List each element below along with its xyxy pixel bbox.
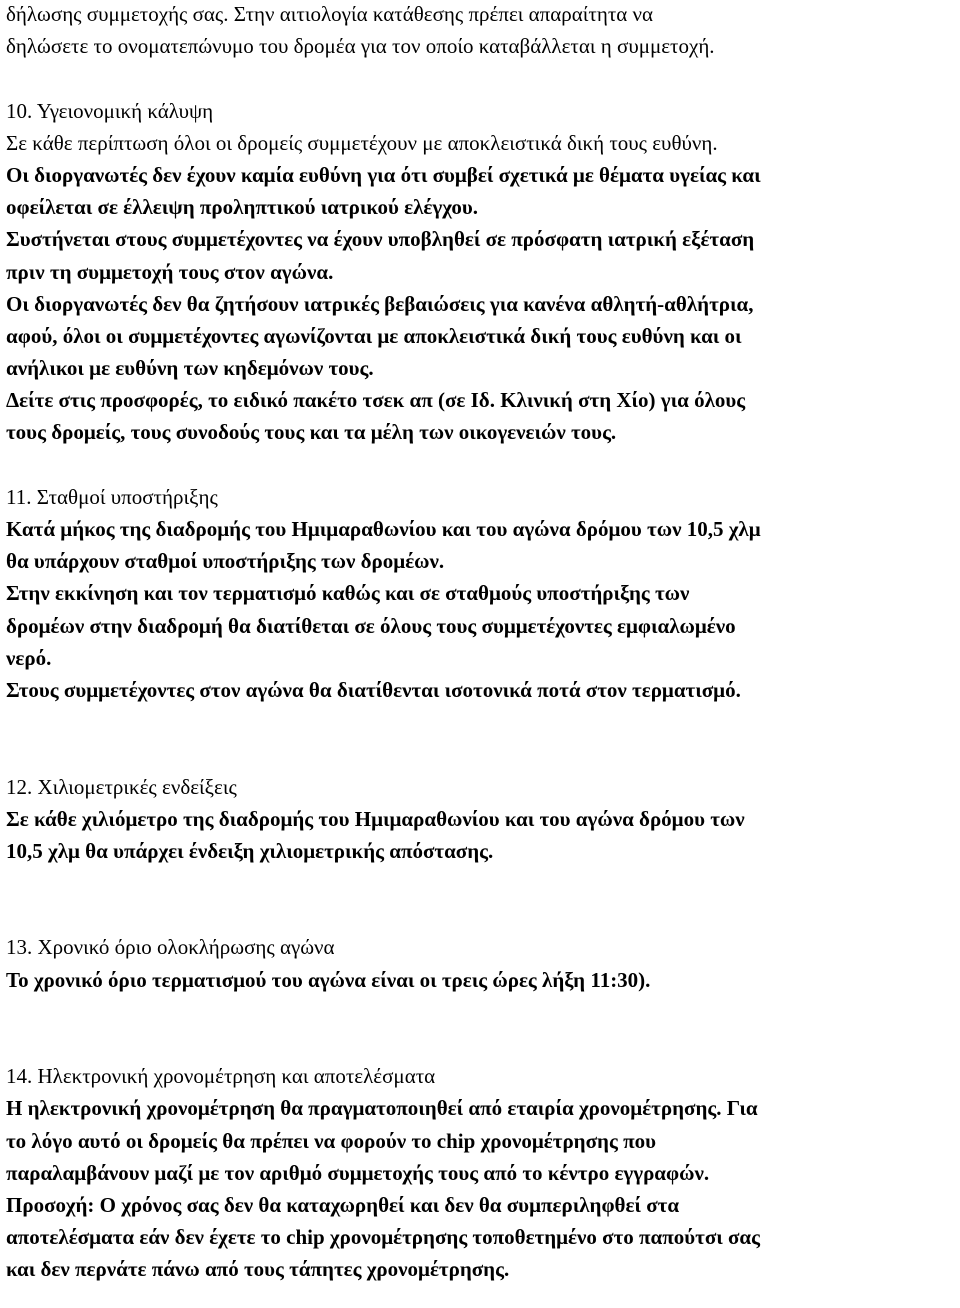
section-heading: 10. Υγειονομική κάλυψη bbox=[6, 98, 214, 123]
paragraph-line: οφείλεται σε έλλειψη προληπτικού ιατρικού ελέγχου. bbox=[6, 195, 478, 220]
spacer bbox=[6, 706, 956, 738]
paragraph-line: αποτελέσματα εάν δεν έχετε το chip χρονομέτρησης τοποθετημένο στο παπούτσι σας bbox=[6, 1225, 761, 1250]
intro-paragraph bbox=[6, 0, 956, 62]
paragraph-line: τους δρομείς, τους συνοδούς τους και τα μέλη των οικογενειών τους. bbox=[6, 420, 617, 445]
paragraph-line: το λόγο αυτό οι δρομείς θα πρέπει να φορούν το chip χρονομέτρησης που bbox=[6, 1128, 656, 1153]
spacer bbox=[6, 899, 956, 931]
paragraph-line: παραλαμβάνουν μαζί με τον αριθμό συμμετοχής τους από το κέντρο εγγραφών. bbox=[6, 1160, 710, 1185]
section-14-electronic-timing bbox=[6, 1060, 956, 1285]
paragraph-line: πριν τη συμμετοχή τους στον αγώνα. bbox=[6, 259, 334, 284]
spacer bbox=[6, 62, 956, 94]
section-10-health-coverage bbox=[6, 95, 956, 449]
paragraph-line: Στους συμμετέχοντες στον αγώνα θα διατίθενται ισοτονικά ποτά στον τερματισμό. bbox=[6, 677, 741, 702]
paragraph-line: Η ηλεκτρονική χρονομέτρηση θα πραγματοποιηθεί από εταιρία χρονομέτρησης. Για bbox=[6, 1096, 758, 1121]
spacer bbox=[6, 1028, 956, 1060]
paragraph-line: νερό. bbox=[6, 645, 52, 670]
section-heading: 14. Ηλεκτρονική χρονομέτρηση και αποτελέσματα bbox=[6, 1064, 436, 1089]
intro-line: δήλωσης συμμετοχής σας. Στην αιτιολογία κατάθεσης πρέπει απαραίτητα να bbox=[6, 2, 654, 26]
spacer bbox=[6, 449, 956, 481]
paragraph-line: 10,5 χλμ θα υπάρχει ένδειξη χιλιομετρικής απόστασης. bbox=[6, 838, 494, 863]
section-heading: 11. Σταθμοί υποστήριξης bbox=[6, 484, 218, 509]
section-12-km-markers bbox=[6, 771, 956, 868]
paragraph-line: Προσοχή: Ο χρόνος σας δεν θα καταχωρηθεί και δεν θα συμπεριληφθεί στα bbox=[6, 1192, 680, 1217]
paragraph-line: Δείτε στις προσφορές, το ειδικό πακέτο τσεκ απ (σε Ιδ. Κλινική στη Χίο) για όλους bbox=[6, 388, 746, 413]
section-heading: 13. Χρονικό όριο ολοκλήρωσης αγώνα bbox=[6, 935, 335, 960]
intro-line: δηλώσετε το ονοματεπώνυμο του δρομέα για τον οποίο καταβάλλεται η συμμετοχή. bbox=[6, 34, 715, 59]
section-heading: 12. Χιλιομετρικές ενδείξεις bbox=[6, 774, 237, 799]
paragraph-line: ανήλικοι με ευθύνη των κηδεμόνων τους. bbox=[6, 356, 374, 381]
paragraph-line: Στην εκκίνηση και τον τερματισμό καθώς και σε σταθμούς υποστήριξης των bbox=[6, 581, 690, 606]
paragraph-line: θα υπάρχουν σταθμοί υποστήριξης των δρομέων. bbox=[6, 549, 445, 574]
spacer bbox=[6, 738, 956, 770]
document-page bbox=[6, 0, 956, 1286]
paragraph-line: και δεν περνάτε πάνω από τους τάπητες χρονομέτρησης. bbox=[6, 1257, 510, 1282]
paragraph-line: δρομέων στην διαδρομή θα διατίθεται σε όλους τους συμμετέχοντες εμφιαλωμένο bbox=[6, 613, 736, 638]
paragraph-line: Συστήνεται στους συμμετέχοντες να έχουν υποβληθεί σε πρόσφατη ιατρική εξέταση bbox=[6, 227, 755, 252]
paragraph-line: αφού, όλοι οι συμμετέχοντες αγωνίζονται με αποκλειστικά δική τους ευθύνη και οι bbox=[6, 323, 742, 348]
paragraph-line: Σε κάθε χιλιόμετρο της διαδρομής του Ημιμαραθωνίου και του αγώνα δρόμου των bbox=[6, 806, 745, 831]
spacer bbox=[6, 867, 956, 899]
spacer bbox=[6, 996, 956, 1028]
paragraph-line: Το χρονικό όριο τερματισμού του αγώνα είναι οι τρεις ώρες λήξη 11:30). bbox=[6, 967, 651, 992]
paragraph-line: Οι διοργανωτές δεν θα ζητήσουν ιατρικές βεβαιώσεις για κανένα αθλητή-αθλήτρια, bbox=[6, 291, 754, 316]
paragraph-line: Οι διοργανωτές δεν έχουν καμία ευθύνη για ότι συμβεί σχετικά με θέματα υγείας και bbox=[6, 162, 761, 187]
paragraph-line: Σε κάθε περίπτωση όλοι οι δρομείς συμμετέχουν με αποκλειστικά δική τους ευθύνη. bbox=[6, 130, 718, 155]
paragraph-line: Κατά μήκος της διαδρομής του Ημιμαραθωνίου και του αγώνα δρόμου των 10,5 χλμ bbox=[6, 517, 761, 541]
section-11-support-stations bbox=[6, 481, 956, 706]
section-13-time-limit bbox=[6, 931, 956, 995]
